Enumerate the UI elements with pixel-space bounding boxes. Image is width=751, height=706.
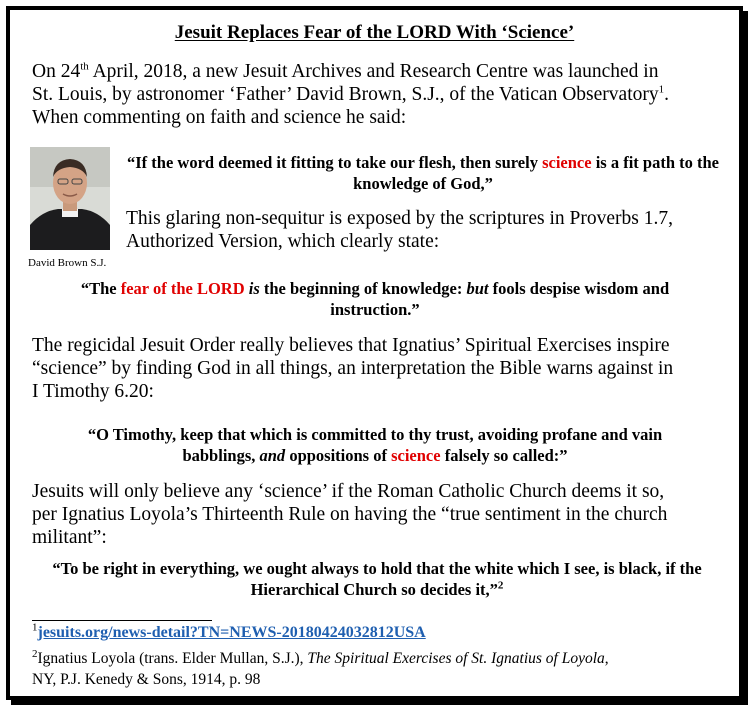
- paragraph-line: Authorized Version, which clearly state:: [126, 231, 440, 252]
- intro-paragraph: [32, 60, 722, 129]
- brown-quote: [123, 152, 723, 194]
- david-brown-photo: [30, 147, 110, 250]
- proverbs-quote: [50, 278, 700, 320]
- footnote-divider: [32, 620, 212, 621]
- footnote-link[interactable]: jesuits.org/news-detail?TN=NEWS-20180424032812USA: [37, 624, 426, 641]
- paragraph-line: The regicidal Jesuit Order really believes that Ignatius’ Spiritual Exercises inspire: [32, 335, 670, 356]
- highlighted-word: science: [542, 153, 592, 172]
- paragraph-line: per Ignatius Loyola’s Thirteenth Rule on having the “true sentiment in the church: [32, 504, 668, 525]
- paragraph-line: This glaring non-sequitur is exposed by the scriptures in Proverbs 1.7,: [126, 208, 673, 229]
- intro-text: .: [664, 84, 669, 105]
- quote-text: falsely so called:”: [440, 446, 568, 465]
- quote-text: “O Timothy, keep that which is committed to thy trust, avoiding profane and vain babblings,: [87, 425, 663, 465]
- italic-word: is: [248, 279, 260, 298]
- sequitur-paragraph: [126, 207, 726, 253]
- footnote-text: ,: [604, 650, 609, 667]
- loyola-quote: [32, 558, 722, 600]
- intro-text: April, 2018, a new Jesuit Archives and Research Centre was launched in: [88, 61, 659, 82]
- footnote-1: [32, 621, 426, 642]
- footnote-ref-2[interactable]: 2: [497, 579, 504, 592]
- paragraph-line: militant”:: [32, 527, 107, 548]
- footnote-number: 2: [32, 647, 38, 660]
- quote-text: “The: [80, 279, 121, 298]
- highlighted-phrase: fear of the LORD: [120, 279, 245, 298]
- book-title: The Spiritual Exercises of St. Ignatius of Loyola: [307, 650, 605, 667]
- footnote-text: Ignatius Loyola (trans. Elder Mullan, S.J.),: [37, 650, 308, 667]
- paragraph-line: I Timothy 6.20:: [32, 381, 154, 402]
- italic-word: and: [259, 446, 286, 465]
- highlighted-word: science: [391, 446, 441, 465]
- ordinal-suffix: th: [80, 60, 89, 73]
- paragraph-line: “science” by finding God in all things, an interpretation the Bible warns against in: [32, 358, 674, 379]
- thirteenth-rule-paragraph: [32, 480, 732, 549]
- footnote-text: NY, P.J. Kenedy & Sons, 1914, p. 98: [32, 671, 261, 688]
- jesuit-order-paragraph: [32, 334, 732, 403]
- intro-text: St. Louis, by astronomer ‘Father’ David Brown, S.J., of the Vatican Observatory: [32, 84, 659, 105]
- quote-text: fools despise wisdom and instruction.”: [330, 279, 670, 319]
- photo-caption: David Brown S.J.: [28, 257, 107, 269]
- footnote-ref-1[interactable]: 1: [658, 83, 665, 96]
- portrait-image: [30, 147, 110, 250]
- quote-text: oppositions of: [285, 446, 392, 465]
- page-title: Jesuit Replaces Fear of the LORD With ‘Science’: [174, 22, 575, 43]
- intro-text: On 24: [32, 61, 81, 82]
- quote-text: “To be right in everything, we ought always to hold that the white which I see, is black, if the Hierarchical Church so decides it,”: [52, 559, 702, 599]
- timothy-quote: [50, 424, 700, 466]
- quote-text: is a fit path to the knowledge of God,”: [353, 153, 719, 193]
- quote-text: “If the word deemed it fitting to take our flesh, then surely: [127, 153, 543, 172]
- paragraph-line: Jesuits will only believe any ‘science’ if the Roman Catholic Church deems it so,: [32, 481, 665, 502]
- footnote-2: [32, 648, 722, 690]
- document-frame: [6, 6, 743, 700]
- italic-word: but: [466, 279, 489, 298]
- footnote-number: 1: [32, 621, 38, 634]
- quote-text: the beginning of knowledge:: [259, 279, 467, 298]
- intro-text: When commenting on faith and science he said:: [32, 107, 407, 128]
